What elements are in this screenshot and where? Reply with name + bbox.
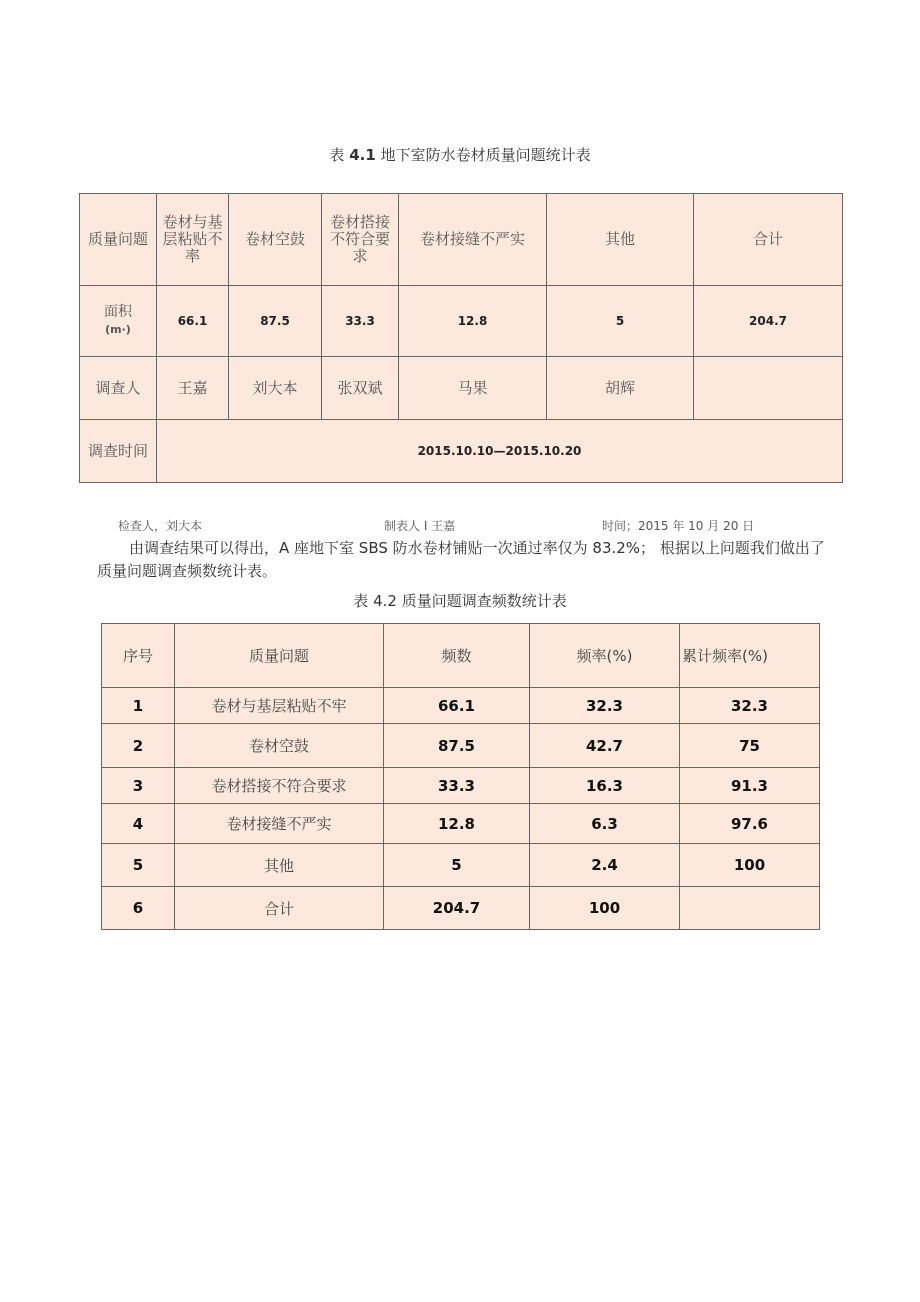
- row-freq: 87.5: [384, 724, 530, 768]
- paragraph-line-1: 由调查结果可以得出，A 座地下室 SBS 防水卷材铺贴一次通过率仅为 83.2%； 根据以上问题我们做出了: [129, 539, 825, 557]
- row-rate: 2.4: [530, 844, 680, 887]
- row-issue: 卷材与基层粘贴不牢: [175, 688, 384, 724]
- row-cum: 75: [680, 724, 820, 768]
- row-freq: 33.3: [384, 768, 530, 804]
- row-freq: 66.1: [384, 688, 530, 724]
- row-rate: 42.7: [530, 724, 680, 768]
- row-no: 4: [102, 804, 175, 844]
- header-cell: 卷材搭接不符合要求: [322, 194, 399, 286]
- header-cell: 合计: [694, 194, 843, 286]
- area-value: 5: [547, 286, 694, 357]
- row-rate: 16.3: [530, 768, 680, 804]
- row-issue: 合计: [175, 887, 384, 930]
- investigator-name: 马果: [399, 357, 547, 420]
- table1-investigator-row: [80, 357, 843, 420]
- header-cell: 序号: [102, 624, 175, 688]
- row-cum: 100: [680, 844, 820, 887]
- quality-issue-table: [79, 193, 843, 483]
- row-rate: 32.3: [530, 688, 680, 724]
- row-freq: 204.7: [384, 887, 530, 930]
- area-value: 33.3: [322, 286, 399, 357]
- sign-time: 时间；2015 年 10 月 20 日: [602, 519, 755, 533]
- header-cell: 卷材接缝不严实: [399, 194, 547, 286]
- row-freq: 12.8: [384, 804, 530, 844]
- row-cum: 97.6: [680, 804, 820, 844]
- area-unit: (m·): [105, 323, 131, 336]
- row-cum: 91.3: [680, 768, 820, 804]
- header-cell: 卷材空鼓: [229, 194, 322, 286]
- row-no: 5: [102, 844, 175, 887]
- area-value: 87.5: [229, 286, 322, 357]
- area-value: 204.7: [694, 286, 843, 357]
- header-cell: 质量问题: [175, 624, 384, 688]
- table-row: [102, 844, 820, 887]
- table-row: [102, 887, 820, 930]
- table1-caption-title: 地下室防水卷材质量问题统计表: [380, 146, 591, 164]
- area-value: 12.8: [399, 286, 547, 357]
- header-cell: 累计频率(%): [680, 624, 820, 688]
- paragraph-line-2: 质量问题调查频数统计表。: [97, 562, 278, 580]
- header-cell: 其他: [547, 194, 694, 286]
- table-row: [102, 724, 820, 768]
- row-no: 6: [102, 887, 175, 930]
- table2-caption: 表 4.2 质量问题调查频数统计表: [353, 592, 567, 610]
- maker-signature: 制表人 I 王嘉: [384, 519, 456, 533]
- row-rate: 100: [530, 887, 680, 930]
- row-freq: 5: [384, 844, 530, 887]
- table-row: [102, 768, 820, 804]
- header-cell: 卷材与基层粘贴不率: [157, 194, 229, 286]
- table1-caption-number: 4.1: [349, 146, 376, 164]
- time-label: 调查时间: [80, 420, 157, 483]
- row-issue: 其他: [175, 844, 384, 887]
- table-row: [102, 688, 820, 724]
- row-issue: 卷材搭接不符合要求: [175, 768, 384, 804]
- investigator-name: 张双斌: [322, 357, 399, 420]
- table1-time-row: [80, 420, 843, 483]
- header-cell: 频率(%): [530, 624, 680, 688]
- investigator-name: [694, 357, 843, 420]
- row-issue: 卷材接缝不严实: [175, 804, 384, 844]
- investigator-name: 胡辉: [547, 357, 694, 420]
- area-label: 面积: [104, 304, 132, 320]
- investigator-label: 调查人: [80, 357, 157, 420]
- area-value: 66.1: [157, 286, 229, 357]
- row-no: 1: [102, 688, 175, 724]
- investigator-name: 刘大本: [229, 357, 322, 420]
- row-cum: 32.3: [680, 688, 820, 724]
- investigator-name: 王嘉: [157, 357, 229, 420]
- table1-caption-prefix: 表: [329, 146, 345, 164]
- header-cell: 质量问题: [80, 194, 157, 286]
- table2-header-row: [102, 624, 820, 688]
- area-label-cell: [80, 286, 157, 357]
- frequency-table: [101, 623, 820, 930]
- row-no: 3: [102, 768, 175, 804]
- row-issue: 卷材空鼓: [175, 724, 384, 768]
- table-row: [102, 804, 820, 844]
- time-value: 2015.10.10—2015.10.20: [157, 420, 843, 483]
- table1-header-row: [80, 194, 843, 286]
- row-cum: [680, 887, 820, 930]
- row-no: 2: [102, 724, 175, 768]
- table1-area-row: [80, 286, 843, 357]
- table1-caption: [0, 144, 920, 165]
- checker-signature: 检查人，刘大本: [118, 519, 203, 533]
- row-rate: 6.3: [530, 804, 680, 844]
- header-cell: 频数: [384, 624, 530, 688]
